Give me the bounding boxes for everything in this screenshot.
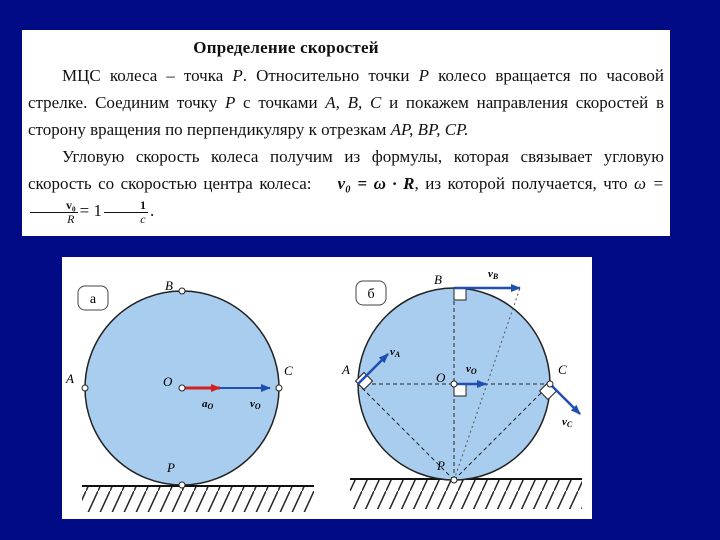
p1-segments: AP, BP, CP. <box>390 120 469 139</box>
label-vo: vO <box>466 363 477 376</box>
p1-text: с точками <box>235 93 326 112</box>
label-ao: aO <box>202 398 214 411</box>
point-o <box>451 381 457 387</box>
ground-hatch <box>350 479 582 509</box>
label-c: C <box>558 362 567 377</box>
fraction-denominator: R <box>67 211 75 226</box>
p1-point: P <box>224 93 236 112</box>
fraction-numerator: v₀ <box>30 199 78 213</box>
wheel-diagrams <box>62 257 592 519</box>
fraction-denominator: c <box>140 211 146 226</box>
label-vc: vC <box>562 416 573 429</box>
p1-text: колесо вращается по часовой стрелке. Соединим точку <box>28 66 665 112</box>
badge-a-text: а <box>89 292 97 307</box>
label-o: O <box>163 374 173 389</box>
p1-point: P <box>418 66 429 85</box>
label-p: P <box>167 460 175 475</box>
label-a: A <box>342 362 350 377</box>
fraction-v0-over-r <box>30 199 78 226</box>
point-b <box>179 288 185 294</box>
point-a <box>82 385 88 391</box>
fraction-numerator: 1 <box>104 199 148 213</box>
label-vb: vB <box>488 268 499 281</box>
p1-text: . Относительно точки <box>242 66 419 85</box>
p1-text: и покажем направления скоростей в сторону вращения по перпендикуляру к отрезкам <box>28 93 664 139</box>
paragraph-1 <box>28 62 664 143</box>
badge-b-text: б <box>367 287 375 302</box>
p1-text: МЦС колеса – точка <box>62 66 233 85</box>
velocity-formula: v₀ = ω · R <box>337 174 415 193</box>
label-p: P <box>437 458 445 473</box>
omega-symbol: ω = <box>634 174 665 193</box>
paragraph-2 <box>28 143 664 226</box>
point-p <box>179 482 185 488</box>
fraction-one-over-c <box>104 199 148 226</box>
p2-text: , из которой получается, что <box>414 174 635 193</box>
heading: Определение скоростей <box>193 38 379 57</box>
label-va: vA <box>390 346 401 359</box>
figure-a <box>65 278 314 512</box>
point-c <box>276 385 282 391</box>
label-vo: vO <box>250 398 261 411</box>
point-p <box>451 477 457 483</box>
p1-point: P <box>232 66 243 85</box>
equals-one: = 1 <box>79 201 102 220</box>
p2-text: Угловую скорость колеса получим из формулы, которая связывает угловую скорость со скоростью центра колеса: <box>28 147 664 193</box>
p1-points: A, B, C <box>325 93 382 112</box>
label-c: C <box>284 363 293 378</box>
text-panel <box>22 30 670 236</box>
figure-panel <box>62 257 592 519</box>
right-angle-b <box>454 288 466 300</box>
label-o: O <box>436 370 446 385</box>
label-b: B <box>165 278 173 293</box>
label-a: A <box>66 371 74 386</box>
p2-end: . <box>149 201 155 220</box>
figure-b <box>341 268 582 509</box>
velocity-arrow-c <box>550 384 580 414</box>
point-o <box>179 385 185 391</box>
label-b: B <box>434 272 442 287</box>
point-c <box>547 381 553 387</box>
ground-hatch <box>82 486 314 512</box>
